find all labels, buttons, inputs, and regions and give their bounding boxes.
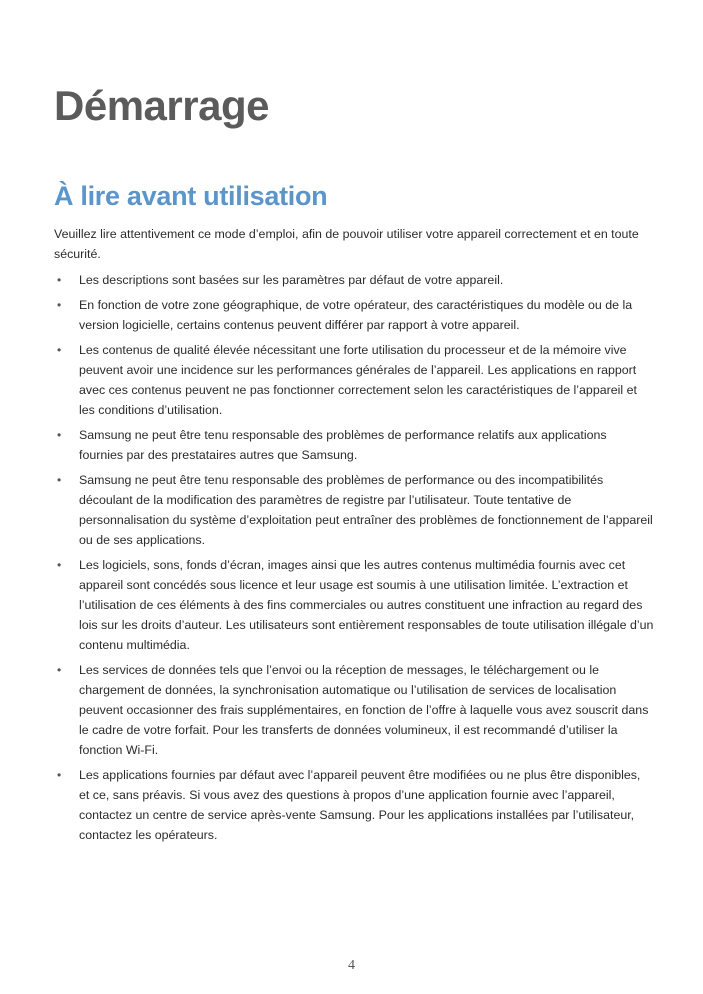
list-item [54, 295, 654, 335]
list-item [54, 555, 654, 655]
intro-paragraph: Veuillez lire attentivement ce mode d’emploi, afin de pouvoir utiliser votre appareil correctement et en toute sécurité. [54, 227, 639, 261]
bullet-icon: • [57, 343, 62, 357]
list-item [54, 270, 654, 290]
section-title: À lire avant utilisation [54, 181, 328, 211]
bullet-icon: • [57, 273, 62, 287]
bullet-icon: • [57, 428, 62, 442]
list-item-text: En fonction de votre zone géographique, de votre opérateur, des caractéristiques du modèle ou de la version logicielle, certains contenus peuvent différer par rapport à votre appareil. [79, 298, 633, 332]
bullet-icon: • [57, 298, 62, 312]
list-item-text: Samsung ne peut être tenu responsable des problèmes de performance ou des incompatibilités découlant de la modification des paramètres de registre par l’utilisateur. Toute tentative de personnalisation du système d’exploitation peut entraîner des problèmes de fonctionnement de l’appareil ou de ses applications. [79, 473, 653, 547]
bullet-icon: • [57, 768, 62, 782]
list-item-text: Samsung ne peut être tenu responsable des problèmes de performance relatifs aux applications fournies par des prestataires autres que Samsung. [79, 428, 607, 462]
bullet-icon: • [57, 663, 62, 677]
list-item [54, 425, 654, 465]
list-item [54, 470, 654, 550]
list-item [54, 340, 654, 420]
list-item-text: Les applications fournies par défaut avec l’appareil peuvent être modifiées ou ne plus être disponibles, et ce, sans préavis. Si vous avez des questions à propos d’une application fournie avec l’appareil, contactez un centre de service après-vente Samsung. Pour les applications installées par l’utilisateur, contactez les opérateurs. [79, 768, 641, 842]
list-item-text: Les services de données tels que l’envoi ou la réception de messages, le téléchargement ou le chargement de données, la synchronisation automatique ou l’utilisation de services de localisation peuvent occasionner des frais supplémentaires, en fonction de l’offre à laquelle vous avez souscrit dans le cadre de votre forfait. Pour les transferts de données volumineux, il est recommandé d’utiliser la fonction Wi-Fi. [79, 663, 649, 757]
bullet-icon: • [57, 473, 62, 487]
page-title: Démarrage [54, 82, 269, 129]
list-item [54, 765, 654, 845]
bullet-icon: • [57, 558, 62, 572]
list-item-text: Les contenus de qualité élevée nécessitant une forte utilisation du processeur et de la mémoire vive peuvent avoir une incidence sur les performances générales de l’appareil. Les applications en rapport avec ces contenus peuvent ne pas fonctionner correctement selon les caractéristiques de l’appareil et les conditions d’utilisation. [79, 343, 637, 417]
bullet-list [54, 270, 654, 850]
list-item-text: Les logiciels, sons, fonds d’écran, images ainsi que les autres contenus multimédia fournis avec cet appareil sont concédés sous licence et leur usage est soumis à une utilisation limitée. L’extraction et l’utilisation de ces éléments à des fins commerciales ou autres constituent une infraction au regard des lois sur les droits d’auteur. Les utilisateurs sont entièrement responsables de toute utilisation illégale d’un contenu multimédia. [79, 558, 654, 652]
list-item-text: Les descriptions sont basées sur les paramètres par défaut de votre appareil. [79, 273, 504, 287]
page-number: 4 [348, 958, 355, 973]
list-item [54, 660, 654, 760]
